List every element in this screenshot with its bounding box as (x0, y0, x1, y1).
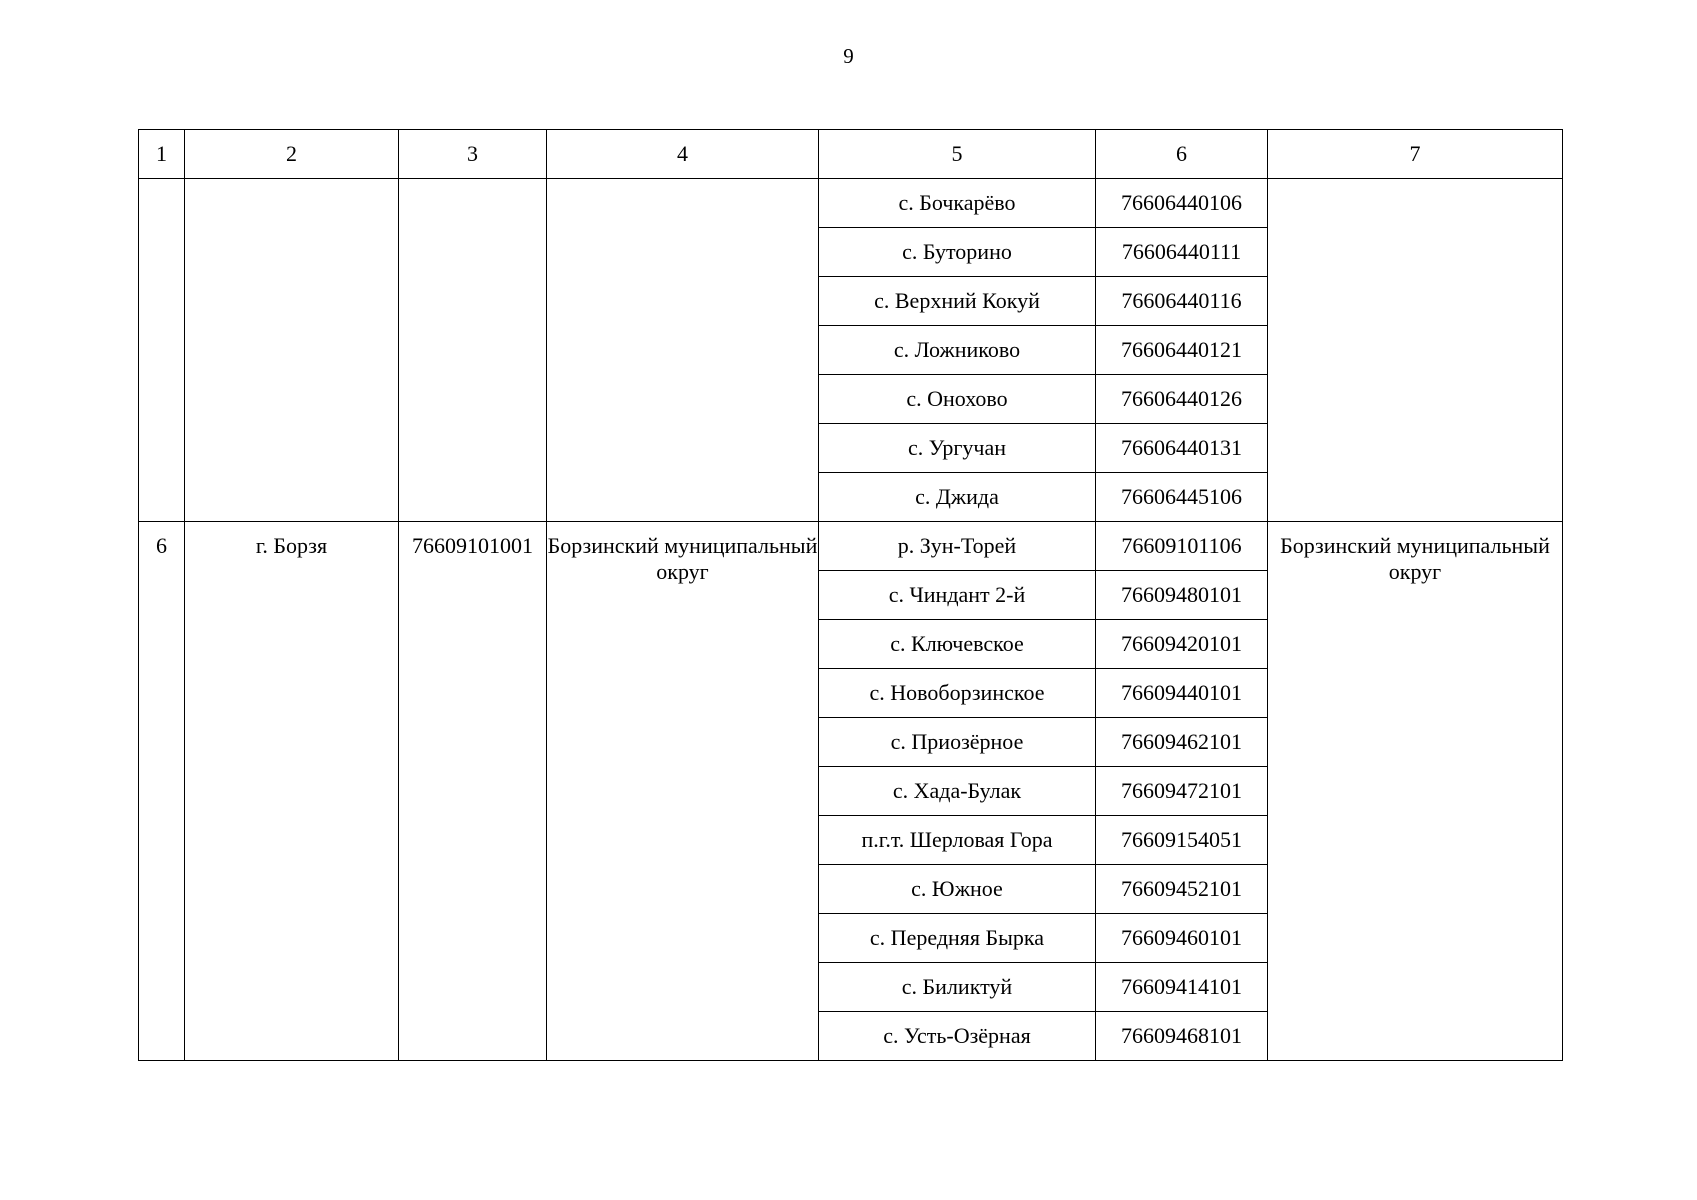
code-cell: 76609452101 (1096, 865, 1268, 914)
header-cell: 3 (399, 130, 547, 179)
num-cell (139, 179, 185, 522)
code-cell: 76606440121 (1096, 326, 1268, 375)
settlement-cell: с. Приозёрное (819, 718, 1096, 767)
settlement-cell: с. Биликтуй (819, 963, 1096, 1012)
settlement-cell: с. Хада-Булак (819, 767, 1096, 816)
settlement-cell: с. Верхний Кокуй (819, 277, 1096, 326)
table-row (139, 179, 1563, 228)
settlements-table (138, 129, 1563, 1061)
settlement-cell: с. Южное (819, 865, 1096, 914)
code-cell: 76609480101 (1096, 571, 1268, 620)
code-cell: 76606440126 (1096, 375, 1268, 424)
city-code-cell: 76609101001 (399, 522, 547, 1061)
num-cell: 6 (139, 522, 185, 1061)
code-cell: 76609420101 (1096, 620, 1268, 669)
table-row (139, 522, 1563, 571)
header-cell: 4 (547, 130, 819, 179)
settlement-cell: р. Зун-Торей (819, 522, 1096, 571)
district-cell (547, 179, 819, 522)
code-cell: 76609468101 (1096, 1012, 1268, 1061)
settlement-cell: с. Новоборзинское (819, 669, 1096, 718)
header-cell: 1 (139, 130, 185, 179)
header-cell: 2 (185, 130, 399, 179)
city-cell (185, 179, 399, 522)
settlement-cell: с. Усть-Озёрная (819, 1012, 1096, 1061)
settlement-cell: п.г.т. Шерловая Гора (819, 816, 1096, 865)
settlement-cell: с. Буторино (819, 228, 1096, 277)
code-cell: 76606440116 (1096, 277, 1268, 326)
settlement-cell: с. Ургучан (819, 424, 1096, 473)
code-cell: 76609472101 (1096, 767, 1268, 816)
settlement-cell: с. Ложниково (819, 326, 1096, 375)
code-cell: 76609154051 (1096, 816, 1268, 865)
district-cell: Борзинский муниципальный округ (547, 522, 819, 1061)
code-cell: 76609440101 (1096, 669, 1268, 718)
settlement-cell: с. Джида (819, 473, 1096, 522)
code-cell: 76606440131 (1096, 424, 1268, 473)
code-cell: 76606440106 (1096, 179, 1268, 228)
city-cell: г. Борзя (185, 522, 399, 1061)
district-col7-cell: Борзинский муниципальный округ (1268, 522, 1563, 1061)
header-cell: 6 (1096, 130, 1268, 179)
code-cell: 76609462101 (1096, 718, 1268, 767)
header-cell: 5 (819, 130, 1096, 179)
settlement-cell: с. Чиндант 2-й (819, 571, 1096, 620)
code-cell: 76606445106 (1096, 473, 1268, 522)
settlement-cell: с. Передняя Бырка (819, 914, 1096, 963)
header-cell: 7 (1268, 130, 1563, 179)
page-number: 9 (843, 44, 854, 68)
district-col7-cell (1268, 179, 1563, 522)
code-cell: 76609101106 (1096, 522, 1268, 571)
code-cell: 76606440111 (1096, 228, 1268, 277)
settlement-cell: с. Ключевское (819, 620, 1096, 669)
city-code-cell (399, 179, 547, 522)
code-cell: 76609460101 (1096, 914, 1268, 963)
settlement-cell: с. Бочкарёво (819, 179, 1096, 228)
header-row (139, 130, 1563, 179)
code-cell: 76609414101 (1096, 963, 1268, 1012)
settlement-cell: с. Онохово (819, 375, 1096, 424)
